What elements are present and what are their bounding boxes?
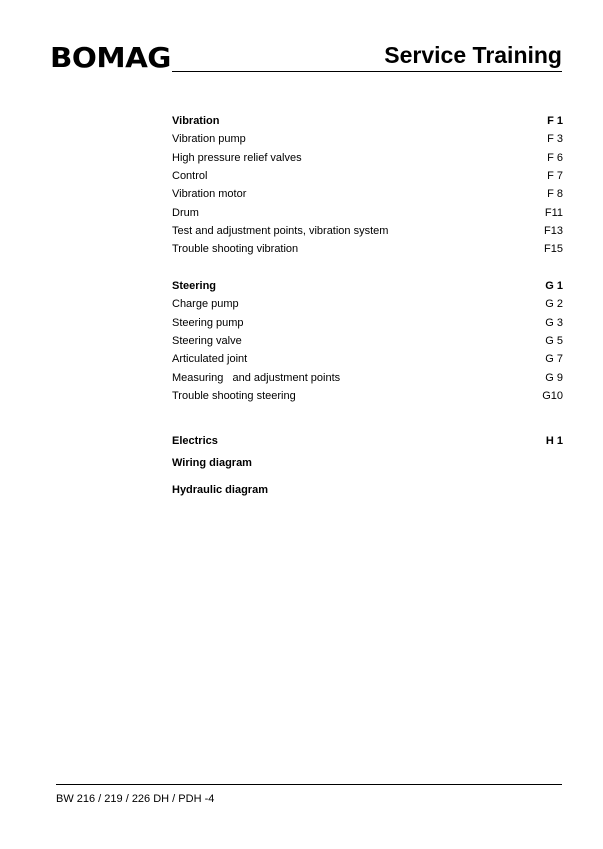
toc-entry-page: G10 — [542, 389, 563, 402]
toc-entry-page: G 2 — [545, 298, 563, 311]
toc-entry-label: Measuring and adjustment points — [172, 371, 341, 384]
toc-entry-label: Vibration pump — [172, 133, 246, 146]
toc-entry-label: Drum — [172, 206, 199, 219]
toc-heading-steering — [172, 277, 563, 295]
toc-entry — [172, 185, 563, 203]
toc-entry — [172, 295, 563, 313]
toc-entry-label: Test and adjustment points, vibration system — [172, 224, 389, 237]
toc-entry-page: F 3 — [547, 133, 563, 146]
toc-entry-label: Steering valve — [172, 334, 242, 347]
toc-entry-page: G 9 — [545, 371, 563, 384]
toc-entry-page: F 8 — [547, 188, 563, 201]
toc-entry-label: Trouble shooting steering — [172, 389, 296, 402]
toc-entry-page: F13 — [544, 224, 563, 237]
toc-entry — [172, 203, 563, 221]
toc-entry-label: Trouble shooting vibration — [172, 243, 299, 256]
toc-entry-page: G 7 — [545, 353, 563, 366]
toc-entry-label: Vibration motor — [172, 188, 247, 201]
toc-entry — [172, 332, 563, 350]
section-gap — [172, 258, 563, 277]
toc-entry — [172, 167, 563, 185]
toc-heading-page: H 1 — [545, 434, 563, 447]
toc-entry-label: Control — [172, 170, 208, 183]
toc-entry — [172, 387, 563, 405]
toc-entry-page: F11 — [544, 206, 563, 219]
toc-heading-wiring-diagram: Wiring diagram — [172, 457, 252, 469]
toc-heading-label: Vibration — [172, 115, 220, 128]
toc-heading-label: Steering — [172, 280, 217, 293]
toc-heading-electrics — [172, 431, 563, 449]
bomag-logo: BOMAG — [50, 41, 171, 74]
toc-entry — [172, 222, 563, 240]
toc-entry — [172, 240, 563, 258]
toc-entry — [172, 313, 563, 331]
toc-entry-page: F 6 — [547, 151, 563, 164]
toc-entry-page: G 3 — [545, 316, 563, 329]
toc-heading-label: Electrics — [172, 434, 218, 447]
footer-divider — [56, 784, 562, 785]
toc-entry-label: Articulated joint — [172, 353, 248, 366]
toc-heading-page: G 1 — [545, 280, 563, 293]
toc-entry-page: F15 — [544, 243, 563, 256]
toc-entry — [172, 350, 563, 368]
table-of-contents — [172, 112, 563, 503]
toc-heading-page: F 1 — [547, 115, 563, 128]
toc-entry — [172, 130, 563, 148]
toc-entry-label: Charge pump — [172, 298, 239, 311]
toc-entry-label: High pressure relief valves — [172, 151, 302, 164]
footer-model-reference: BW 216 / 219 / 226 DH / PDH -4 — [56, 793, 215, 805]
header-divider — [172, 71, 562, 72]
page-header-title: Service Training — [384, 42, 562, 68]
toc-entry-label: Steering pump — [172, 316, 244, 329]
toc-entry — [172, 368, 563, 386]
toc-entry — [172, 149, 563, 167]
toc-heading-vibration — [172, 112, 563, 130]
toc-heading-hydraulic-diagram: Hydraulic diagram — [172, 483, 268, 496]
section-gap — [172, 405, 563, 432]
toc-entry-page: F 7 — [547, 170, 563, 183]
toc-entry-page: G 5 — [545, 334, 563, 347]
